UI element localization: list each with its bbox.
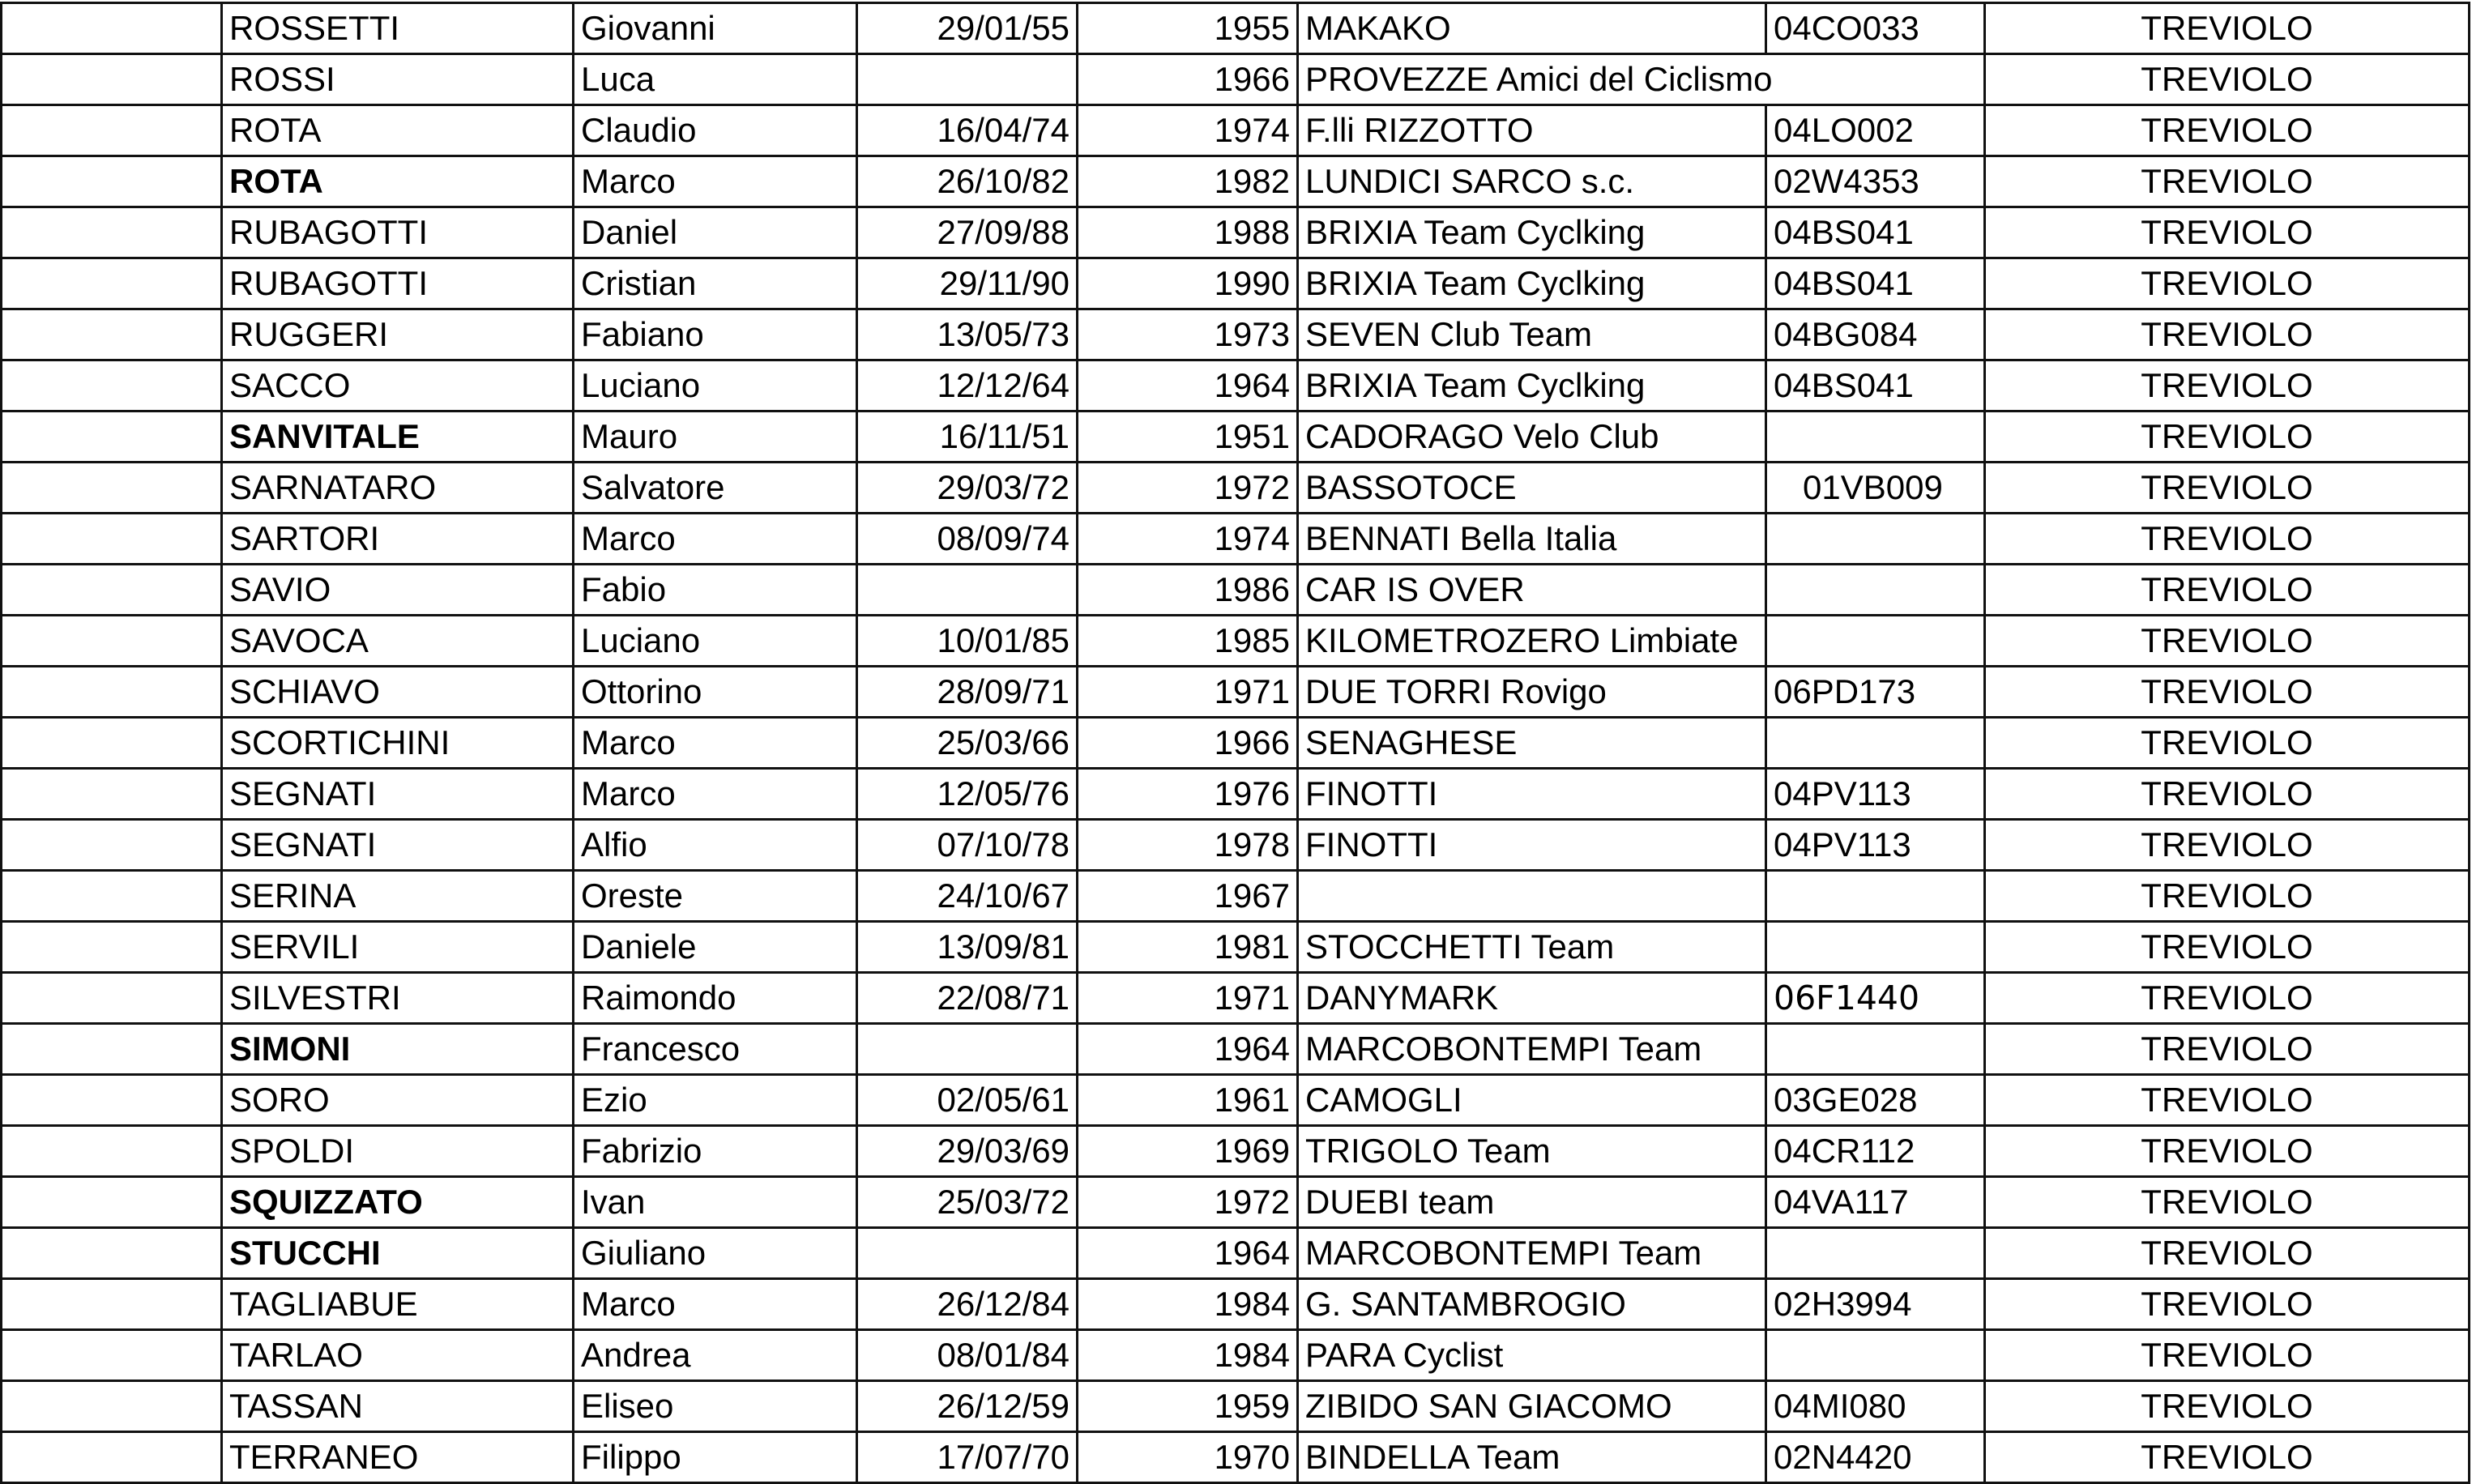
row-header-cell[interactable] (2, 207, 222, 258)
first-name-cell[interactable]: Francesco (574, 1024, 857, 1075)
city-cell[interactable]: TREVIOLO (1985, 309, 2470, 360)
table-row (2, 156, 2470, 207)
table-row (2, 1126, 2470, 1177)
city-cell[interactable]: TREVIOLO (1985, 1075, 2470, 1126)
team-cell[interactable]: STOCCHETTI Team (1298, 922, 1766, 973)
birth-date-cell[interactable]: 07/10/78 (857, 820, 1078, 871)
riders-table-body (2, 3, 2470, 1483)
surname-cell[interactable]: SACCO (222, 360, 574, 412)
team-cell[interactable]: SENAGHESE (1298, 718, 1766, 769)
first-name-cell[interactable]: Ivan (574, 1177, 857, 1228)
table-row (2, 667, 2470, 718)
table-row (2, 1228, 2470, 1279)
table-row (2, 820, 2470, 871)
team-code-cell[interactable]: 04PV113 (1766, 769, 1985, 820)
birth-year-cell[interactable]: 1974 (1078, 514, 1298, 565)
table-row (2, 207, 2470, 258)
team-cell[interactable]: PARA Cyclist (1298, 1330, 1766, 1381)
team-cell[interactable]: DUE TORRI Rovigo (1298, 667, 1766, 718)
team-cell[interactable]: KILOMETROZERO Limbiate (1298, 616, 1766, 667)
row-header-cell[interactable] (2, 1177, 222, 1228)
first-name-cell[interactable]: Fabio (574, 565, 857, 616)
table-row (2, 412, 2470, 463)
birth-year-cell[interactable]: 1985 (1078, 616, 1298, 667)
birth-date-cell[interactable] (857, 565, 1078, 616)
team-code-cell[interactable] (1766, 1228, 1985, 1279)
birth-year-cell[interactable]: 1986 (1078, 565, 1298, 616)
first-name-cell[interactable]: Ezio (574, 1075, 857, 1126)
city-cell[interactable]: TREVIOLO (1985, 258, 2470, 309)
team-cell[interactable]: CAMOGLI (1298, 1075, 1766, 1126)
birth-year-cell[interactable]: 1951 (1078, 412, 1298, 463)
team-cell[interactable]: G. SANTAMBROGIO (1298, 1279, 1766, 1330)
team-code-cell[interactable]: 02N4420 (1766, 1432, 1985, 1483)
first-name-cell[interactable]: Giovanni (574, 3, 857, 54)
birth-year-cell[interactable]: 1970 (1078, 1432, 1298, 1483)
surname-cell[interactable]: RUBAGOTTI (222, 258, 574, 309)
city-cell[interactable]: TREVIOLO (1985, 105, 2470, 156)
surname-cell[interactable]: RUGGERI (222, 309, 574, 360)
row-header-cell[interactable] (2, 54, 222, 105)
city-cell[interactable]: TREVIOLO (1985, 1330, 2470, 1381)
first-name-cell[interactable]: Giuliano (574, 1228, 857, 1279)
team-code-cell[interactable]: 02H3994 (1766, 1279, 1985, 1330)
city-cell[interactable]: TREVIOLO (1985, 1126, 2470, 1177)
surname-cell[interactable]: ROSSI (222, 54, 574, 105)
row-header-cell[interactable] (2, 1330, 222, 1381)
team-cell[interactable]: DANYMARK (1298, 973, 1766, 1024)
team-code-cell[interactable]: 04BS041 (1766, 207, 1985, 258)
first-name-cell[interactable]: Claudio (574, 105, 857, 156)
first-name-cell[interactable]: Ottorino (574, 667, 857, 718)
surname-cell[interactable]: SQUIZZATO (222, 1177, 574, 1228)
surname-cell[interactable]: SORO (222, 1075, 574, 1126)
city-cell[interactable]: TREVIOLO (1985, 1432, 2470, 1483)
city-cell[interactable]: TREVIOLO (1985, 667, 2470, 718)
table-row (2, 309, 2470, 360)
birth-date-cell[interactable] (857, 54, 1078, 105)
birth-date-cell[interactable]: 29/03/69 (857, 1126, 1078, 1177)
city-cell[interactable]: TREVIOLO (1985, 412, 2470, 463)
city-cell[interactable]: TREVIOLO (1985, 463, 2470, 514)
team-cell[interactable]: BINDELLA Team (1298, 1432, 1766, 1483)
city-cell[interactable]: TREVIOLO (1985, 1024, 2470, 1075)
team-code-cell[interactable] (1766, 514, 1985, 565)
row-header-cell[interactable] (2, 922, 222, 973)
team-cell[interactable]: BRIXIA Team Cyclking (1298, 360, 1766, 412)
city-cell[interactable]: TREVIOLO (1985, 360, 2470, 412)
birth-date-cell[interactable]: 22/08/71 (857, 973, 1078, 1024)
birth-date-cell[interactable]: 29/03/72 (857, 463, 1078, 514)
birth-year-cell[interactable]: 1966 (1078, 54, 1298, 105)
city-cell[interactable]: TREVIOLO (1985, 207, 2470, 258)
table-row (2, 769, 2470, 820)
table-row (2, 871, 2470, 922)
team-cell[interactable]: MAKAKO (1298, 3, 1766, 54)
row-header-cell[interactable] (2, 360, 222, 412)
team-cell[interactable]: LUNDICI SARCO s.c. (1298, 156, 1766, 207)
team-code-cell[interactable]: 04CR112 (1766, 1126, 1985, 1177)
city-cell[interactable]: TREVIOLO (1985, 820, 2470, 871)
city-cell[interactable]: TREVIOLO (1985, 1177, 2470, 1228)
birth-year-cell[interactable]: 1961 (1078, 1075, 1298, 1126)
table-row (2, 360, 2470, 412)
row-header-cell[interactable] (2, 309, 222, 360)
table-row (2, 1432, 2470, 1483)
table-row (2, 54, 2470, 105)
city-cell[interactable]: TREVIOLO (1985, 565, 2470, 616)
birth-year-cell[interactable]: 1971 (1078, 973, 1298, 1024)
team-cell[interactable]: DUEBI team (1298, 1177, 1766, 1228)
surname-cell[interactable]: TASSAN (222, 1381, 574, 1432)
birth-date-cell[interactable]: 08/09/74 (857, 514, 1078, 565)
birth-date-cell[interactable]: 16/04/74 (857, 105, 1078, 156)
table-row (2, 565, 2470, 616)
table-row (2, 1075, 2470, 1126)
row-header-cell[interactable] (2, 973, 222, 1024)
row-header-cell[interactable] (2, 1432, 222, 1483)
team-code-cell[interactable]: 06F1440 (1766, 973, 1985, 1024)
birth-date-cell[interactable] (857, 1024, 1078, 1075)
birth-year-cell[interactable]: 1982 (1078, 156, 1298, 207)
birth-year-cell[interactable]: 1955 (1078, 3, 1298, 54)
birth-date-cell[interactable]: 29/11/90 (857, 258, 1078, 309)
birth-year-cell[interactable]: 1978 (1078, 820, 1298, 871)
birth-date-cell[interactable]: 08/01/84 (857, 1330, 1078, 1381)
birth-year-cell[interactable]: 1972 (1078, 463, 1298, 514)
birth-date-cell[interactable]: 28/09/71 (857, 667, 1078, 718)
birth-date-cell[interactable]: 10/01/85 (857, 616, 1078, 667)
first-name-cell[interactable]: Luciano (574, 616, 857, 667)
team-cell[interactable]: F.lli RIZZOTTO (1298, 105, 1766, 156)
table-row (2, 514, 2470, 565)
first-name-cell[interactable]: Oreste (574, 871, 857, 922)
team-code-cell[interactable] (1766, 922, 1985, 973)
first-name-cell[interactable]: Mauro (574, 412, 857, 463)
city-cell[interactable]: TREVIOLO (1985, 54, 2470, 105)
surname-cell[interactable]: SEGNATI (222, 820, 574, 871)
team-code-cell[interactable] (1766, 718, 1985, 769)
first-name-cell[interactable]: Marco (574, 156, 857, 207)
first-name-cell[interactable]: Marco (574, 718, 857, 769)
row-header-cell[interactable] (2, 105, 222, 156)
team-code-cell[interactable] (1766, 1024, 1985, 1075)
team-code-cell[interactable] (1766, 565, 1985, 616)
first-name-cell[interactable]: Daniele (574, 922, 857, 973)
birth-date-cell[interactable]: 17/07/70 (857, 1432, 1078, 1483)
team-code-cell[interactable] (1766, 412, 1985, 463)
team-cell[interactable]: CAR IS OVER (1298, 565, 1766, 616)
birth-year-cell[interactable]: 1967 (1078, 871, 1298, 922)
first-name-cell[interactable]: Alfio (574, 820, 857, 871)
surname-cell[interactable]: RUBAGOTTI (222, 207, 574, 258)
birth-date-cell[interactable]: 13/09/81 (857, 922, 1078, 973)
birth-date-cell[interactable]: 02/05/61 (857, 1075, 1078, 1126)
first-name-cell[interactable]: Luca (574, 54, 857, 105)
surname-cell[interactable]: SCHIAVO (222, 667, 574, 718)
city-cell[interactable]: TREVIOLO (1985, 718, 2470, 769)
surname-cell[interactable]: SPOLDI (222, 1126, 574, 1177)
birth-year-cell[interactable]: 1988 (1078, 207, 1298, 258)
team-cell[interactable]: BRIXIA Team Cyclking (1298, 258, 1766, 309)
city-cell[interactable]: TREVIOLO (1985, 156, 2470, 207)
birth-date-cell[interactable]: 25/03/72 (857, 1177, 1078, 1228)
city-cell[interactable]: TREVIOLO (1985, 3, 2470, 54)
table-row (2, 1279, 2470, 1330)
surname-cell[interactable]: SILVESTRI (222, 973, 574, 1024)
birth-year-cell[interactable]: 1964 (1078, 1228, 1298, 1279)
first-name-cell[interactable]: Filippo (574, 1432, 857, 1483)
table-row (2, 1024, 2470, 1075)
birth-year-cell[interactable]: 1984 (1078, 1330, 1298, 1381)
birth-date-cell[interactable]: 12/05/76 (857, 769, 1078, 820)
city-cell[interactable]: TREVIOLO (1985, 922, 2470, 973)
city-cell[interactable]: TREVIOLO (1985, 973, 2470, 1024)
surname-cell[interactable]: TERRANEO (222, 1432, 574, 1483)
first-name-cell[interactable]: Luciano (574, 360, 857, 412)
city-cell[interactable]: TREVIOLO (1985, 1381, 2470, 1432)
team-code-cell[interactable]: 03GE028 (1766, 1075, 1985, 1126)
row-header-cell[interactable] (2, 412, 222, 463)
first-name-cell[interactable]: Daniel (574, 207, 857, 258)
surname-cell[interactable]: SANVITALE (222, 412, 574, 463)
row-header-cell[interactable] (2, 463, 222, 514)
first-name-cell[interactable]: Eliseo (574, 1381, 857, 1432)
birth-year-cell[interactable]: 1959 (1078, 1381, 1298, 1432)
team-cell[interactable]: BRIXIA Team Cyclking (1298, 207, 1766, 258)
team-code-cell[interactable]: 04BS041 (1766, 258, 1985, 309)
first-name-cell[interactable]: Salvatore (574, 463, 857, 514)
row-header-cell[interactable] (2, 565, 222, 616)
birth-date-cell[interactable]: 29/01/55 (857, 3, 1078, 54)
team-cell[interactable]: BENNATI Bella Italia (1298, 514, 1766, 565)
row-header-cell[interactable] (2, 1075, 222, 1126)
birth-date-cell[interactable] (857, 1228, 1078, 1279)
row-header-cell[interactable] (2, 258, 222, 309)
birth-date-cell[interactable]: 13/05/73 (857, 309, 1078, 360)
row-header-cell[interactable] (2, 1279, 222, 1330)
first-name-cell[interactable]: Marco (574, 514, 857, 565)
team-code-cell[interactable]: 02W4353 (1766, 156, 1985, 207)
row-header-cell[interactable] (2, 156, 222, 207)
city-cell[interactable]: TREVIOLO (1985, 871, 2470, 922)
surname-cell[interactable]: SARTORI (222, 514, 574, 565)
table-row (2, 3, 2470, 54)
city-cell[interactable]: TREVIOLO (1985, 769, 2470, 820)
birth-year-cell[interactable]: 1969 (1078, 1126, 1298, 1177)
table-row (2, 105, 2470, 156)
row-header-cell[interactable] (2, 667, 222, 718)
surname-cell[interactable]: SAVOCA (222, 616, 574, 667)
birth-year-cell[interactable]: 1964 (1078, 1024, 1298, 1075)
birth-year-cell[interactable]: 1984 (1078, 1279, 1298, 1330)
team-code-cell[interactable]: 04BG084 (1766, 309, 1985, 360)
city-cell[interactable]: TREVIOLO (1985, 1279, 2470, 1330)
birth-year-cell[interactable]: 1966 (1078, 718, 1298, 769)
team-cell[interactable] (1298, 871, 1766, 922)
team-cell[interactable]: SEVEN Club Team (1298, 309, 1766, 360)
table-row (2, 1330, 2470, 1381)
team-code-cell[interactable] (1766, 616, 1985, 667)
team-code-cell[interactable]: 01VB009 (1766, 463, 1985, 514)
birth-year-cell[interactable]: 1990 (1078, 258, 1298, 309)
birth-date-cell[interactable]: 12/12/64 (857, 360, 1078, 412)
row-header-cell[interactable] (2, 514, 222, 565)
birth-year-cell[interactable]: 1964 (1078, 360, 1298, 412)
birth-date-cell[interactable]: 27/09/88 (857, 207, 1078, 258)
birth-date-cell[interactable]: 26/10/82 (857, 156, 1078, 207)
first-name-cell[interactable]: Fabrizio (574, 1126, 857, 1177)
team-cell[interactable]: FINOTTI (1298, 820, 1766, 871)
first-name-cell[interactable]: Cristian (574, 258, 857, 309)
table-row (2, 973, 2470, 1024)
row-header-cell[interactable] (2, 1024, 222, 1075)
surname-cell[interactable]: SERVILI (222, 922, 574, 973)
team-cell[interactable]: TRIGOLO Team (1298, 1126, 1766, 1177)
surname-cell[interactable]: SERINA (222, 871, 574, 922)
team-cell[interactable]: CADORAGO Velo Club (1298, 412, 1766, 463)
table-row (2, 258, 2470, 309)
row-header-cell[interactable] (2, 769, 222, 820)
first-name-cell[interactable]: Andrea (574, 1330, 857, 1381)
birth-year-cell[interactable]: 1976 (1078, 769, 1298, 820)
birth-date-cell[interactable]: 26/12/84 (857, 1279, 1078, 1330)
row-header-cell[interactable] (2, 718, 222, 769)
surname-cell[interactable]: TAGLIABUE (222, 1279, 574, 1330)
table-row (2, 1177, 2470, 1228)
team-cell[interactable]: MARCOBONTEMPI Team (1298, 1024, 1766, 1075)
surname-cell[interactable]: SEGNATI (222, 769, 574, 820)
surname-cell[interactable]: SAVIO (222, 565, 574, 616)
team-code-cell[interactable]: 04PV113 (1766, 820, 1985, 871)
team-code-cell[interactable]: 06PD173 (1766, 667, 1985, 718)
row-header-cell[interactable] (2, 871, 222, 922)
team-cell[interactable]: ZIBIDO SAN GIACOMO (1298, 1381, 1766, 1432)
birth-date-cell[interactable]: 24/10/67 (857, 871, 1078, 922)
team-code-cell[interactable] (1766, 1330, 1985, 1381)
birth-year-cell[interactable]: 1972 (1078, 1177, 1298, 1228)
first-name-cell[interactable]: Fabiano (574, 309, 857, 360)
table-row (2, 1381, 2470, 1432)
team-code-cell[interactable]: 04BS041 (1766, 360, 1985, 412)
row-header-cell[interactable] (2, 1228, 222, 1279)
row-header-cell[interactable] (2, 616, 222, 667)
surname-cell[interactable]: SARNATARO (222, 463, 574, 514)
birth-year-cell[interactable]: 1974 (1078, 105, 1298, 156)
city-cell[interactable]: TREVIOLO (1985, 616, 2470, 667)
birth-date-cell[interactable]: 25/03/66 (857, 718, 1078, 769)
surname-cell[interactable]: SIMONI (222, 1024, 574, 1075)
team-cell[interactable]: PROVEZZE Amici del Ciclismo (1298, 54, 1985, 105)
team-code-cell[interactable] (1766, 871, 1985, 922)
surname-cell[interactable]: SCORTICHINI (222, 718, 574, 769)
birth-date-cell[interactable]: 26/12/59 (857, 1381, 1078, 1432)
team-code-cell[interactable]: 04LO002 (1766, 105, 1985, 156)
birth-year-cell[interactable]: 1971 (1078, 667, 1298, 718)
surname-cell[interactable]: ROTA (222, 105, 574, 156)
row-header-cell[interactable] (2, 1381, 222, 1432)
first-name-cell[interactable]: Raimondo (574, 973, 857, 1024)
table-row (2, 922, 2470, 973)
team-code-cell[interactable]: 04VA117 (1766, 1177, 1985, 1228)
first-name-cell[interactable]: Marco (574, 769, 857, 820)
birth-year-cell[interactable]: 1981 (1078, 922, 1298, 973)
birth-year-cell[interactable]: 1973 (1078, 309, 1298, 360)
team-cell[interactable]: FINOTTI (1298, 769, 1766, 820)
surname-cell[interactable]: ROTA (222, 156, 574, 207)
row-header-cell[interactable] (2, 3, 222, 54)
first-name-cell[interactable]: Marco (574, 1279, 857, 1330)
team-cell[interactable]: MARCOBONTEMPI Team (1298, 1228, 1766, 1279)
team-code-cell[interactable]: 04MI080 (1766, 1381, 1985, 1432)
row-header-cell[interactable] (2, 1126, 222, 1177)
table-row (2, 718, 2470, 769)
surname-cell[interactable]: STUCCHI (222, 1228, 574, 1279)
riders-table (0, 2, 2470, 1484)
table-row (2, 616, 2470, 667)
city-cell[interactable]: TREVIOLO (1985, 1228, 2470, 1279)
team-cell[interactable]: BASSOTOCE (1298, 463, 1766, 514)
surname-cell[interactable]: ROSSETTI (222, 3, 574, 54)
team-code-cell[interactable]: 04CO033 (1766, 3, 1985, 54)
birth-date-cell[interactable]: 16/11/51 (857, 412, 1078, 463)
table-row (2, 463, 2470, 514)
surname-cell[interactable]: TARLAO (222, 1330, 574, 1381)
row-header-cell[interactable] (2, 820, 222, 871)
city-cell[interactable]: TREVIOLO (1985, 514, 2470, 565)
